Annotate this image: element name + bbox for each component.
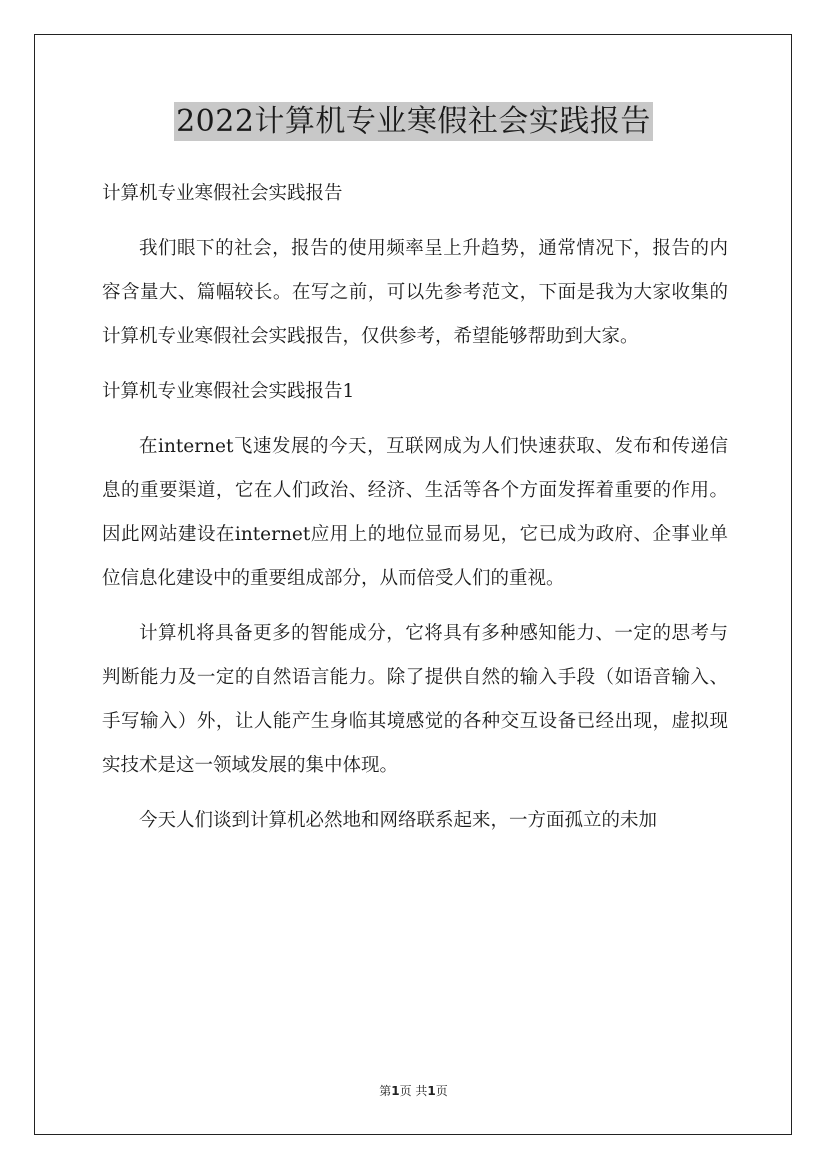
document-title-text: 2022计算机专业寒假社会实践报告	[176, 104, 651, 139]
body-paragraph: 今天人们谈到计算机必然地和网络联系起来，一方面孤立的未加	[139, 810, 658, 831]
document-subtitle: 计算机专业寒假社会实践报告	[102, 183, 343, 204]
footer-page-prefix: 第	[379, 1084, 392, 1098]
intro-paragraph: 我们眼下的社会，报告的使用频率呈上升趋势，通常情况下，报告的内容含量大、篇幅较长。在写之前，可以先参考范文，下面是我为大家收集的计算机专业寒假社会实践报告，仅供参考，希望能够帮助到大家。	[102, 238, 728, 347]
document-body	[102, 172, 728, 843]
footer-page-mid: 页 共	[399, 1084, 428, 1098]
footer-page-number: 1	[391, 1084, 400, 1098]
body-paragraph: 在internet飞速发展的今天，互联网成为人们快速获取、发布和传递信息的重要渠道，它在人们政治、经济、生活等各个方面发挥着重要的作用。因此网站建设在internet应用上的地位显而易见，它已成为政府、企事业单位信息化建设中的重要组成部分，从而倍受人们的重视。	[102, 436, 728, 589]
document-title	[0, 100, 827, 144]
body-paragraph: 计算机将具备更多的智能成分，它将具有多种感知能力、一定的思考与判断能力及一定的自然语言能力。除了提供自然的输入手段（如语音输入、手写输入）外，让人能产生身临其境感觉的各种交互设备已经出现，虚拟现实技术是这一领域发展的集中体现。	[102, 623, 728, 776]
page-footer	[0, 1082, 827, 1099]
footer-total-pages: 1	[427, 1084, 436, 1098]
section-heading-1: 计算机专业寒假社会实践报告1	[102, 381, 355, 402]
footer-page-suffix: 页	[435, 1084, 448, 1098]
